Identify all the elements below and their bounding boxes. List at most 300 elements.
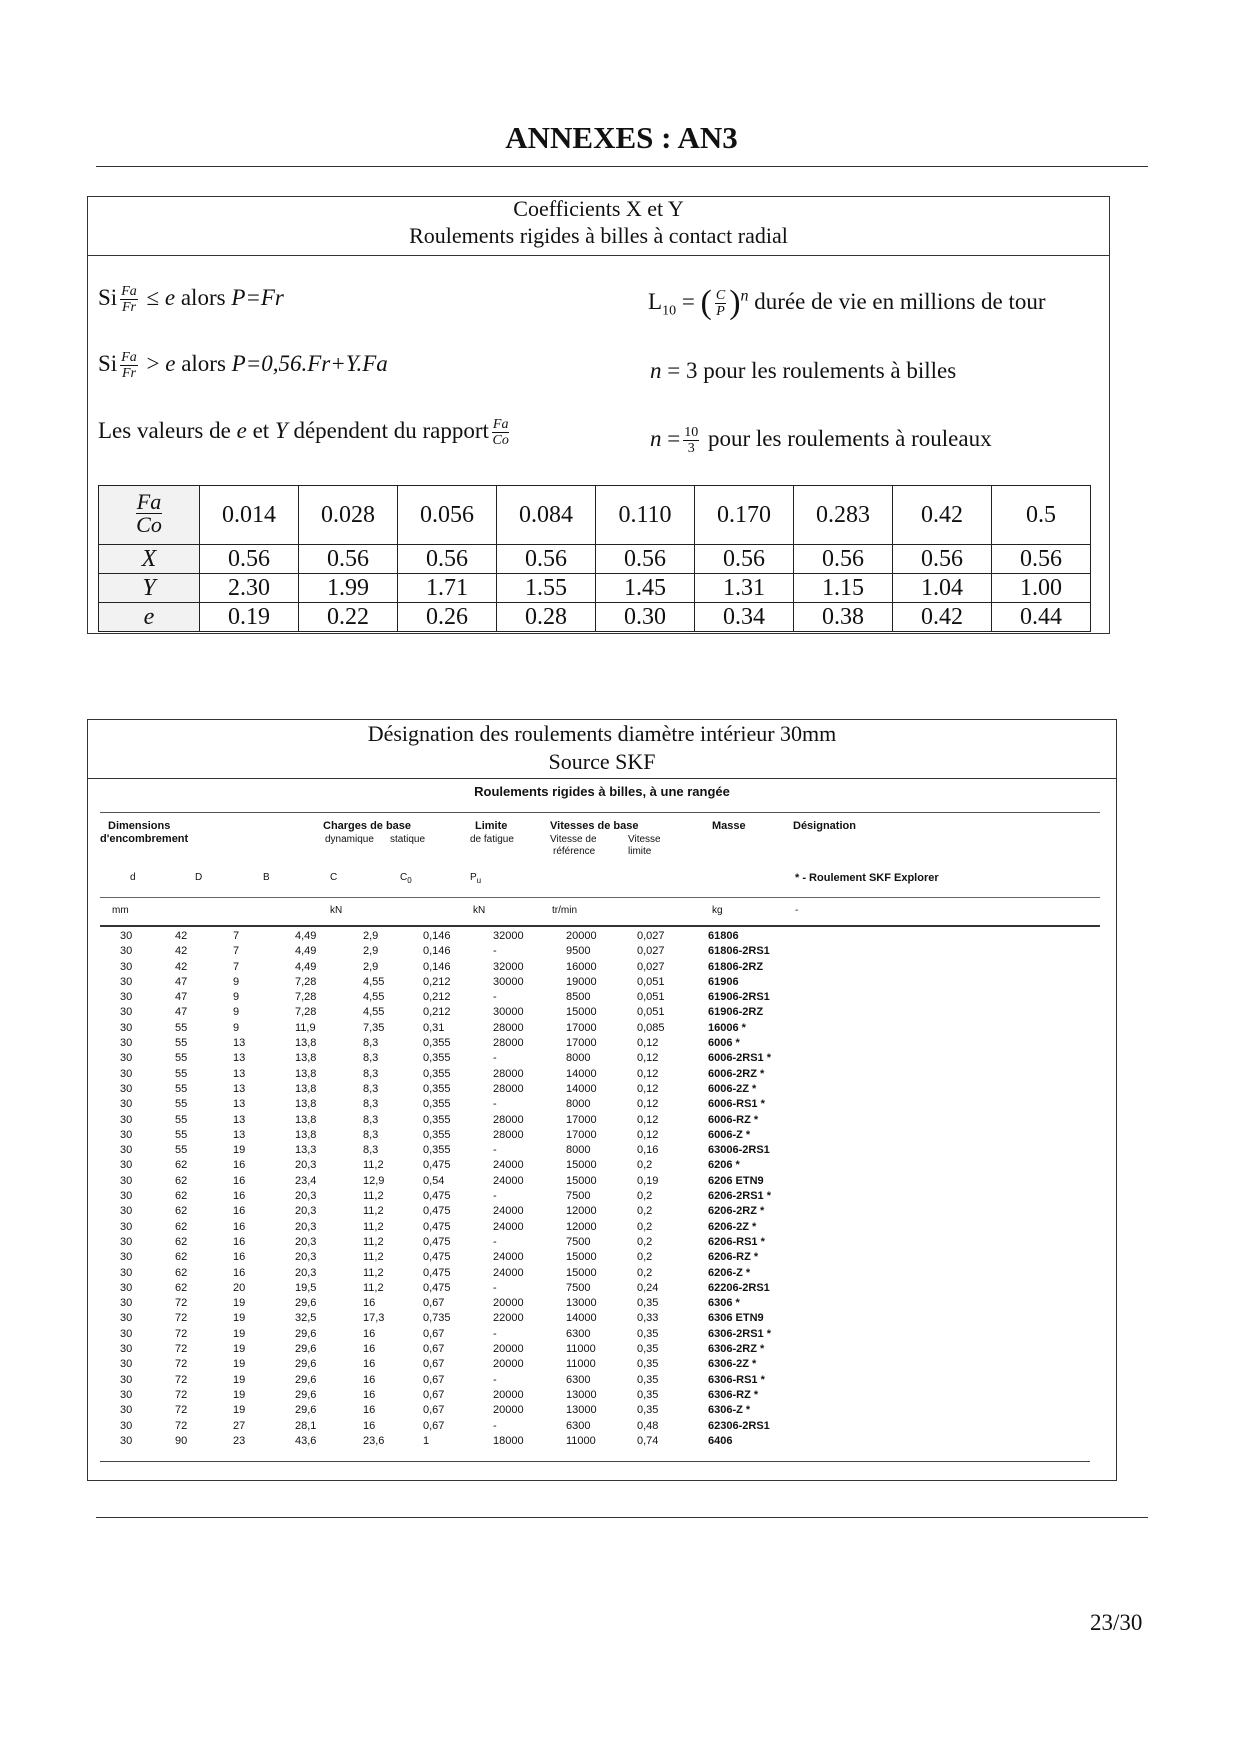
header-D: D bbox=[195, 872, 203, 883]
cell-Pu: 0,475 bbox=[423, 1266, 451, 1279]
cell-d: 30 bbox=[120, 1388, 133, 1401]
numerator: 10 bbox=[684, 425, 699, 440]
cell-C0: 8,3 bbox=[363, 1082, 379, 1095]
cell-speed-limit: 7500 bbox=[566, 1235, 591, 1248]
cell-d: 30 bbox=[120, 1281, 133, 1294]
cell-C: 32,5 bbox=[295, 1312, 317, 1325]
cell-y: 2.30 bbox=[200, 574, 299, 603]
cell-Pu: 0,475 bbox=[423, 1235, 451, 1248]
cell-speed-limit: 13000 bbox=[566, 1388, 597, 1401]
cell-D: 55 bbox=[175, 1021, 188, 1034]
cell-B: 19 bbox=[233, 1343, 246, 1356]
skf-table-bottom-rule bbox=[100, 1461, 1090, 1462]
denominator: Fr bbox=[121, 366, 136, 381]
cell-B: 7 bbox=[233, 945, 240, 958]
cell-D: 55 bbox=[175, 1067, 188, 1080]
cell-B: 19 bbox=[233, 1388, 246, 1401]
cell-d: 30 bbox=[120, 1021, 133, 1034]
cell-speed-limit: 13000 bbox=[566, 1404, 597, 1417]
cell-speed-ref: 20000 bbox=[493, 1343, 524, 1356]
cell-C: 20,3 bbox=[295, 1266, 317, 1279]
cell-B: 9 bbox=[233, 975, 240, 988]
cell-B: 13 bbox=[233, 1098, 246, 1111]
cell-speed-limit: 7500 bbox=[566, 1190, 591, 1203]
formula-ratio-note bbox=[98, 417, 512, 448]
formula-text: alors bbox=[181, 350, 226, 376]
formula-text: durée de vie en millions de tour bbox=[754, 289, 1046, 314]
operator: = bbox=[667, 425, 681, 451]
cell-designation: 6206 * bbox=[708, 1159, 740, 1172]
cell-d: 30 bbox=[120, 1327, 133, 1340]
cell-mass: 0,2 bbox=[637, 1159, 653, 1172]
cell-designation: 16006 * bbox=[708, 1021, 746, 1034]
cell-d: 30 bbox=[120, 1220, 133, 1233]
cell-C: 20,3 bbox=[295, 1190, 317, 1203]
table-row bbox=[100, 961, 1090, 976]
cell-speed-ref: - bbox=[493, 1235, 497, 1248]
cell-designation: 61906 bbox=[708, 975, 739, 988]
cell-speed-ref: - bbox=[493, 945, 497, 958]
cell-d: 30 bbox=[120, 1419, 133, 1432]
cell-C0: 2,9 bbox=[363, 960, 379, 973]
cell-e: 0.30 bbox=[596, 603, 695, 632]
coefficients-heading-rule bbox=[87, 255, 1110, 256]
denominator: Co bbox=[492, 433, 509, 448]
cell-Pu: 0,146 bbox=[423, 945, 451, 958]
cell-D: 55 bbox=[175, 1128, 188, 1141]
cell-Pu: 0,355 bbox=[423, 1144, 451, 1157]
cell-d: 30 bbox=[120, 1144, 133, 1157]
header-C: C bbox=[330, 872, 338, 883]
cell-mass: 0,24 bbox=[637, 1281, 659, 1294]
cell-designation: 6006-2Z * bbox=[708, 1082, 757, 1095]
table-row bbox=[100, 1297, 1090, 1312]
cell-B: 16 bbox=[233, 1235, 246, 1248]
cell-speed-limit: 13000 bbox=[566, 1297, 597, 1310]
table-row bbox=[100, 1006, 1090, 1021]
cell-d: 30 bbox=[120, 991, 133, 1004]
unit-mm: mm bbox=[112, 905, 129, 916]
cell-C0: 4,55 bbox=[363, 1006, 385, 1019]
table-row bbox=[100, 1129, 1090, 1144]
cell-d: 30 bbox=[120, 1174, 133, 1187]
cell-x: 0.56 bbox=[596, 545, 695, 574]
cell-mass: 0,051 bbox=[637, 991, 665, 1004]
table-row-x bbox=[99, 545, 1091, 574]
unit-kn-limite: kN bbox=[473, 905, 486, 916]
cell-d: 30 bbox=[120, 945, 133, 958]
header-B: B bbox=[263, 872, 270, 883]
table-row bbox=[100, 1420, 1090, 1435]
paren-close: ) bbox=[729, 284, 741, 321]
numerator: Fa bbox=[136, 489, 162, 514]
cell-mass: 0,12 bbox=[637, 1067, 659, 1080]
cell-B: 16 bbox=[233, 1266, 246, 1279]
cell-designation: 6206-2RZ * bbox=[708, 1205, 765, 1218]
cell-B: 19 bbox=[233, 1358, 246, 1371]
cell-speed-limit: 6300 bbox=[566, 1373, 591, 1386]
cell-y: 1.55 bbox=[497, 574, 596, 603]
cell-D: 62 bbox=[175, 1251, 188, 1264]
units-top-rule bbox=[100, 897, 1100, 898]
table-row bbox=[100, 1175, 1090, 1190]
cell-e: 0.38 bbox=[794, 603, 893, 632]
cell-mass: 0,35 bbox=[637, 1404, 659, 1417]
cell-Pu: 0,355 bbox=[423, 1082, 451, 1095]
cell-speed-ref: 30000 bbox=[493, 1006, 524, 1019]
cell-D: 55 bbox=[175, 1113, 188, 1126]
cell-d: 30 bbox=[120, 930, 133, 942]
cell-D: 72 bbox=[175, 1388, 188, 1401]
cell-d: 30 bbox=[120, 1067, 133, 1080]
cell-D: 55 bbox=[175, 1052, 188, 1065]
cell-speed-limit: 15000 bbox=[566, 1159, 597, 1172]
cell-designation: 6206-RZ * bbox=[708, 1251, 759, 1264]
cell-x: 0.56 bbox=[497, 545, 596, 574]
cell-d: 30 bbox=[120, 1205, 133, 1218]
cell-mass: 0,48 bbox=[637, 1419, 659, 1432]
cell-designation: 6206-2RS1 * bbox=[708, 1190, 771, 1203]
cell-C: 13,8 bbox=[295, 1037, 317, 1050]
cell-speed-limit: 15000 bbox=[566, 1266, 597, 1279]
e-header: e bbox=[99, 603, 200, 632]
cell-D: 55 bbox=[175, 1098, 188, 1111]
cell-speed-ref: 20000 bbox=[493, 1404, 524, 1417]
cell-speed-ref: - bbox=[493, 1190, 497, 1203]
cell-C: 13,8 bbox=[295, 1128, 317, 1141]
operator: = bbox=[681, 289, 695, 314]
table-row bbox=[100, 1328, 1090, 1343]
cell-speed-limit: 17000 bbox=[566, 1113, 597, 1126]
cell-D: 47 bbox=[175, 975, 188, 988]
header-vitesse-lim: Vitesse bbox=[628, 834, 661, 845]
cell-C: 20,3 bbox=[295, 1205, 317, 1218]
variable-n: n bbox=[650, 358, 662, 383]
ratio-header bbox=[99, 486, 200, 545]
cell-B: 13 bbox=[233, 1052, 246, 1065]
table-row bbox=[100, 1037, 1090, 1052]
cell-x: 0.56 bbox=[398, 545, 497, 574]
cell-B: 13 bbox=[233, 1128, 246, 1141]
cell-Pu: 0,355 bbox=[423, 1052, 451, 1065]
cell-e: 0.22 bbox=[299, 603, 398, 632]
cell-B: 7 bbox=[233, 960, 240, 973]
cell-x: 0.56 bbox=[299, 545, 398, 574]
cell-designation: 62306-2RS1 bbox=[708, 1419, 770, 1432]
cell-ratio: 0.170 bbox=[695, 486, 794, 545]
cell-speed-limit: 7500 bbox=[566, 1281, 591, 1294]
xy-coefficients-table bbox=[98, 485, 1091, 632]
cell-C: 29,6 bbox=[295, 1327, 317, 1340]
variable-e: e bbox=[165, 350, 176, 376]
denominator: 3 bbox=[687, 441, 695, 456]
cell-designation: 6306-RZ * bbox=[708, 1388, 759, 1401]
formula-text: Si bbox=[98, 350, 118, 376]
cell-C0: 8,3 bbox=[363, 1037, 379, 1050]
cell-d: 30 bbox=[120, 1052, 133, 1065]
cell-mass: 0,12 bbox=[637, 1113, 659, 1126]
cell-B: 20 bbox=[233, 1281, 246, 1294]
cell-designation: 6306-RS1 * bbox=[708, 1373, 765, 1386]
unit-kn-charges: kN bbox=[330, 905, 343, 916]
cell-Pu: 0,67 bbox=[423, 1419, 445, 1432]
cell-mass: 0,12 bbox=[637, 1098, 659, 1111]
cell-designation: 6306-2Z * bbox=[708, 1358, 757, 1371]
bearing-rows bbox=[100, 930, 1090, 1450]
cell-mass: 0,2 bbox=[637, 1251, 653, 1264]
cell-Pu: 0,146 bbox=[423, 930, 451, 942]
variable-l: L bbox=[648, 289, 663, 314]
cell-Pu: 0,475 bbox=[423, 1251, 451, 1264]
cell-designation: 6406 bbox=[708, 1434, 733, 1447]
cell-e: 0.26 bbox=[398, 603, 497, 632]
variable-e: e bbox=[236, 417, 247, 443]
cell-d: 30 bbox=[120, 1312, 133, 1325]
cell-C0: 7,35 bbox=[363, 1021, 385, 1034]
cell-e: 0.28 bbox=[497, 603, 596, 632]
cell-C: 29,6 bbox=[295, 1388, 317, 1401]
cell-speed-ref: - bbox=[493, 1281, 497, 1294]
header-dynamique: dynamique bbox=[325, 834, 374, 845]
cell-speed-ref: 20000 bbox=[493, 1297, 524, 1310]
cell-speed-limit: 6300 bbox=[566, 1327, 591, 1340]
cell-designation: 61906-2RZ bbox=[708, 1006, 764, 1019]
cell-Pu: 0,212 bbox=[423, 1006, 451, 1019]
cell-mass: 0,35 bbox=[637, 1343, 659, 1356]
cell-speed-ref: 28000 bbox=[493, 1113, 524, 1126]
cell-speed-ref: 28000 bbox=[493, 1021, 524, 1034]
cell-C: 11,9 bbox=[295, 1021, 316, 1034]
cell-speed-limit: 15000 bbox=[566, 1006, 597, 1019]
cell-designation: 6006-RZ * bbox=[708, 1113, 759, 1126]
cell-Pu: 0,355 bbox=[423, 1098, 451, 1111]
header-masse: Masse bbox=[712, 820, 746, 832]
header-Pu-subscript: u bbox=[476, 876, 482, 885]
cell-B: 23 bbox=[233, 1434, 246, 1447]
cell-designation: 6306-2RS1 * bbox=[708, 1327, 771, 1340]
cell-C: 4,49 bbox=[295, 945, 317, 958]
skf-table-title: Roulements rigides à billes, à une rangée bbox=[474, 784, 730, 799]
cell-C0: 23,6 bbox=[363, 1434, 385, 1447]
cell-speed-ref: 24000 bbox=[493, 1220, 524, 1233]
table-row-e bbox=[99, 603, 1091, 632]
header-reference: référence bbox=[553, 846, 596, 857]
cell-C0: 12,9 bbox=[363, 1174, 385, 1187]
cell-C: 28,1 bbox=[295, 1419, 317, 1432]
cell-speed-limit: 12000 bbox=[566, 1220, 597, 1233]
cell-B: 27 bbox=[233, 1419, 246, 1432]
cell-d: 30 bbox=[120, 1266, 133, 1279]
table-row bbox=[100, 1205, 1090, 1220]
unit-kg: kg bbox=[712, 905, 723, 916]
cell-C0: 16 bbox=[363, 1373, 376, 1386]
cell-C0: 8,3 bbox=[363, 1098, 379, 1111]
header-limite-speed: limite bbox=[628, 846, 652, 857]
cell-y: 1.71 bbox=[398, 574, 497, 603]
denominator: Co bbox=[136, 512, 162, 537]
cell-D: 62 bbox=[175, 1159, 188, 1172]
cell-designation: 61906-2RS1 bbox=[708, 991, 770, 1004]
cell-mass: 0,35 bbox=[637, 1358, 659, 1371]
formula-life bbox=[648, 284, 1046, 322]
cell-speed-ref: 32000 bbox=[493, 930, 524, 942]
cell-C: 29,6 bbox=[295, 1358, 317, 1371]
formula-text: Si bbox=[98, 284, 118, 310]
cell-speed-limit: 17000 bbox=[566, 1037, 597, 1050]
header-fatigue: de fatigue bbox=[470, 834, 514, 845]
cell-D: 55 bbox=[175, 1144, 188, 1157]
cell-designation: 6206-2Z * bbox=[708, 1220, 757, 1233]
header-Pu-letter: P bbox=[470, 872, 477, 883]
cell-speed-limit: 20000 bbox=[566, 930, 597, 942]
cell-designation: 61806-2RZ bbox=[708, 960, 764, 973]
table-row bbox=[100, 1236, 1090, 1251]
cell-speed-ref: 24000 bbox=[493, 1251, 524, 1264]
cell-D: 42 bbox=[175, 930, 188, 942]
cell-speed-limit: 9500 bbox=[566, 945, 591, 958]
cell-C0: 11,2 bbox=[363, 1220, 384, 1233]
cell-C: 7,28 bbox=[295, 975, 317, 988]
cell-C: 7,28 bbox=[295, 991, 317, 1004]
unit-dash: - bbox=[795, 905, 799, 916]
cell-speed-ref: - bbox=[493, 1144, 497, 1157]
cell-B: 9 bbox=[233, 1021, 240, 1034]
cell-Pu: 0,67 bbox=[423, 1297, 445, 1310]
cell-Pu: 0,212 bbox=[423, 975, 451, 988]
cell-C0: 16 bbox=[363, 1404, 376, 1417]
cell-speed-ref: 20000 bbox=[493, 1388, 524, 1401]
table-row bbox=[100, 1221, 1090, 1236]
cell-Pu: 0,355 bbox=[423, 1037, 451, 1050]
cell-mass: 0,33 bbox=[637, 1312, 659, 1325]
cell-D: 62 bbox=[175, 1266, 188, 1279]
cell-Pu: 0,67 bbox=[423, 1388, 445, 1401]
table-row bbox=[100, 1374, 1090, 1389]
formula-condition-le bbox=[98, 284, 284, 315]
table-row-ratio bbox=[99, 486, 1091, 545]
fraction bbox=[120, 350, 138, 381]
cell-mass: 0,35 bbox=[637, 1373, 659, 1386]
cell-B: 9 bbox=[233, 1006, 240, 1019]
cell-Pu: 0,475 bbox=[423, 1220, 451, 1233]
cell-Pu: 0,31 bbox=[423, 1021, 445, 1034]
cell-mass: 0,19 bbox=[637, 1174, 659, 1187]
cell-d: 30 bbox=[120, 1251, 133, 1264]
header-d: d bbox=[130, 872, 136, 883]
cell-e: 0.34 bbox=[695, 603, 794, 632]
cell-d: 30 bbox=[120, 1190, 133, 1203]
cell-C0: 16 bbox=[363, 1297, 376, 1310]
cell-B: 19 bbox=[233, 1404, 246, 1417]
numerator: Fa bbox=[121, 350, 137, 365]
cell-C0: 4,55 bbox=[363, 975, 385, 988]
cell-C0: 16 bbox=[363, 1388, 376, 1401]
cell-mass: 0,2 bbox=[637, 1205, 653, 1218]
cell-D: 62 bbox=[175, 1220, 188, 1233]
cell-mass: 0,12 bbox=[637, 1037, 659, 1050]
cell-B: 16 bbox=[233, 1205, 246, 1218]
cell-D: 62 bbox=[175, 1190, 188, 1203]
cell-speed-limit: 19000 bbox=[566, 975, 597, 988]
cell-C0: 16 bbox=[363, 1327, 376, 1340]
cell-B: 19 bbox=[233, 1144, 246, 1157]
cell-C: 20,3 bbox=[295, 1159, 317, 1172]
cell-speed-limit: 17000 bbox=[566, 1128, 597, 1141]
cell-Pu: 0,475 bbox=[423, 1159, 451, 1172]
cell-Pu: 0,735 bbox=[423, 1312, 451, 1325]
table-row bbox=[100, 1052, 1090, 1067]
cell-designation: 6306-2RZ * bbox=[708, 1343, 765, 1356]
cell-mass: 0,35 bbox=[637, 1388, 659, 1401]
cell-C0: 4,55 bbox=[363, 991, 385, 1004]
cell-d: 30 bbox=[120, 1373, 133, 1386]
cell-speed-ref: 24000 bbox=[493, 1205, 524, 1218]
fraction bbox=[715, 288, 726, 319]
table-row bbox=[100, 1312, 1090, 1327]
units-bottom-rule bbox=[100, 925, 1100, 927]
cell-mass: 0,2 bbox=[637, 1235, 653, 1248]
cell-ratio: 0.084 bbox=[497, 486, 596, 545]
cell-ratio: 0.5 bbox=[992, 486, 1091, 545]
cell-B: 13 bbox=[233, 1037, 246, 1050]
cell-Pu: 0,355 bbox=[423, 1128, 451, 1141]
cell-d: 30 bbox=[120, 1113, 133, 1126]
header-designation: Désignation bbox=[793, 820, 856, 832]
header-charges: Charges de base bbox=[323, 820, 412, 832]
table-row bbox=[100, 1022, 1090, 1037]
cell-e: 0.44 bbox=[992, 603, 1091, 632]
cell-d: 30 bbox=[120, 1343, 133, 1356]
variable-n: n bbox=[650, 425, 662, 451]
cell-designation: 6306-Z * bbox=[708, 1404, 751, 1417]
cell-C: 19,5 bbox=[295, 1281, 317, 1294]
cell-C0: 8,3 bbox=[363, 1144, 379, 1157]
cell-C0: 16 bbox=[363, 1358, 376, 1371]
table-row bbox=[100, 1389, 1090, 1404]
cell-speed-limit: 8500 bbox=[566, 991, 591, 1004]
cell-e: 0.19 bbox=[200, 603, 299, 632]
cell-speed-limit: 11000 bbox=[566, 1358, 596, 1371]
cell-mass: 0,027 bbox=[637, 930, 665, 942]
cell-C: 29,6 bbox=[295, 1343, 317, 1356]
cell-designation: 63006-2RS1 bbox=[708, 1144, 770, 1157]
cell-y: 1.99 bbox=[299, 574, 398, 603]
table-row bbox=[100, 1159, 1090, 1174]
variable-y: Y bbox=[274, 417, 288, 443]
table-row bbox=[100, 991, 1090, 1006]
cell-mass: 0,051 bbox=[637, 1006, 665, 1019]
cell-D: 90 bbox=[175, 1434, 188, 1447]
cell-B: 13 bbox=[233, 1067, 246, 1080]
cell-x: 0.56 bbox=[794, 545, 893, 574]
cell-designation: 6206 ETN9 bbox=[708, 1174, 764, 1187]
cell-C0: 11,2 bbox=[363, 1251, 384, 1264]
table-row bbox=[100, 1190, 1090, 1205]
cell-Pu: 0,212 bbox=[423, 991, 451, 1004]
table-row bbox=[100, 1251, 1090, 1266]
cell-mass: 0,35 bbox=[637, 1327, 659, 1340]
cell-C: 13,3 bbox=[295, 1144, 317, 1157]
header-dimensions: Dimensions bbox=[108, 820, 171, 832]
cell-speed-limit: 8000 bbox=[566, 1144, 591, 1157]
cell-Pu: 0,146 bbox=[423, 960, 451, 973]
designation-heading: Désignation des roulements diamètre intérieur 30mm bbox=[367, 721, 837, 746]
header-vitesses: Vitesses de base bbox=[550, 820, 639, 832]
table-row bbox=[100, 1358, 1090, 1373]
cell-D: 47 bbox=[175, 991, 188, 1004]
cell-speed-limit: 8000 bbox=[566, 1052, 591, 1065]
cell-ratio: 0.056 bbox=[398, 486, 497, 545]
